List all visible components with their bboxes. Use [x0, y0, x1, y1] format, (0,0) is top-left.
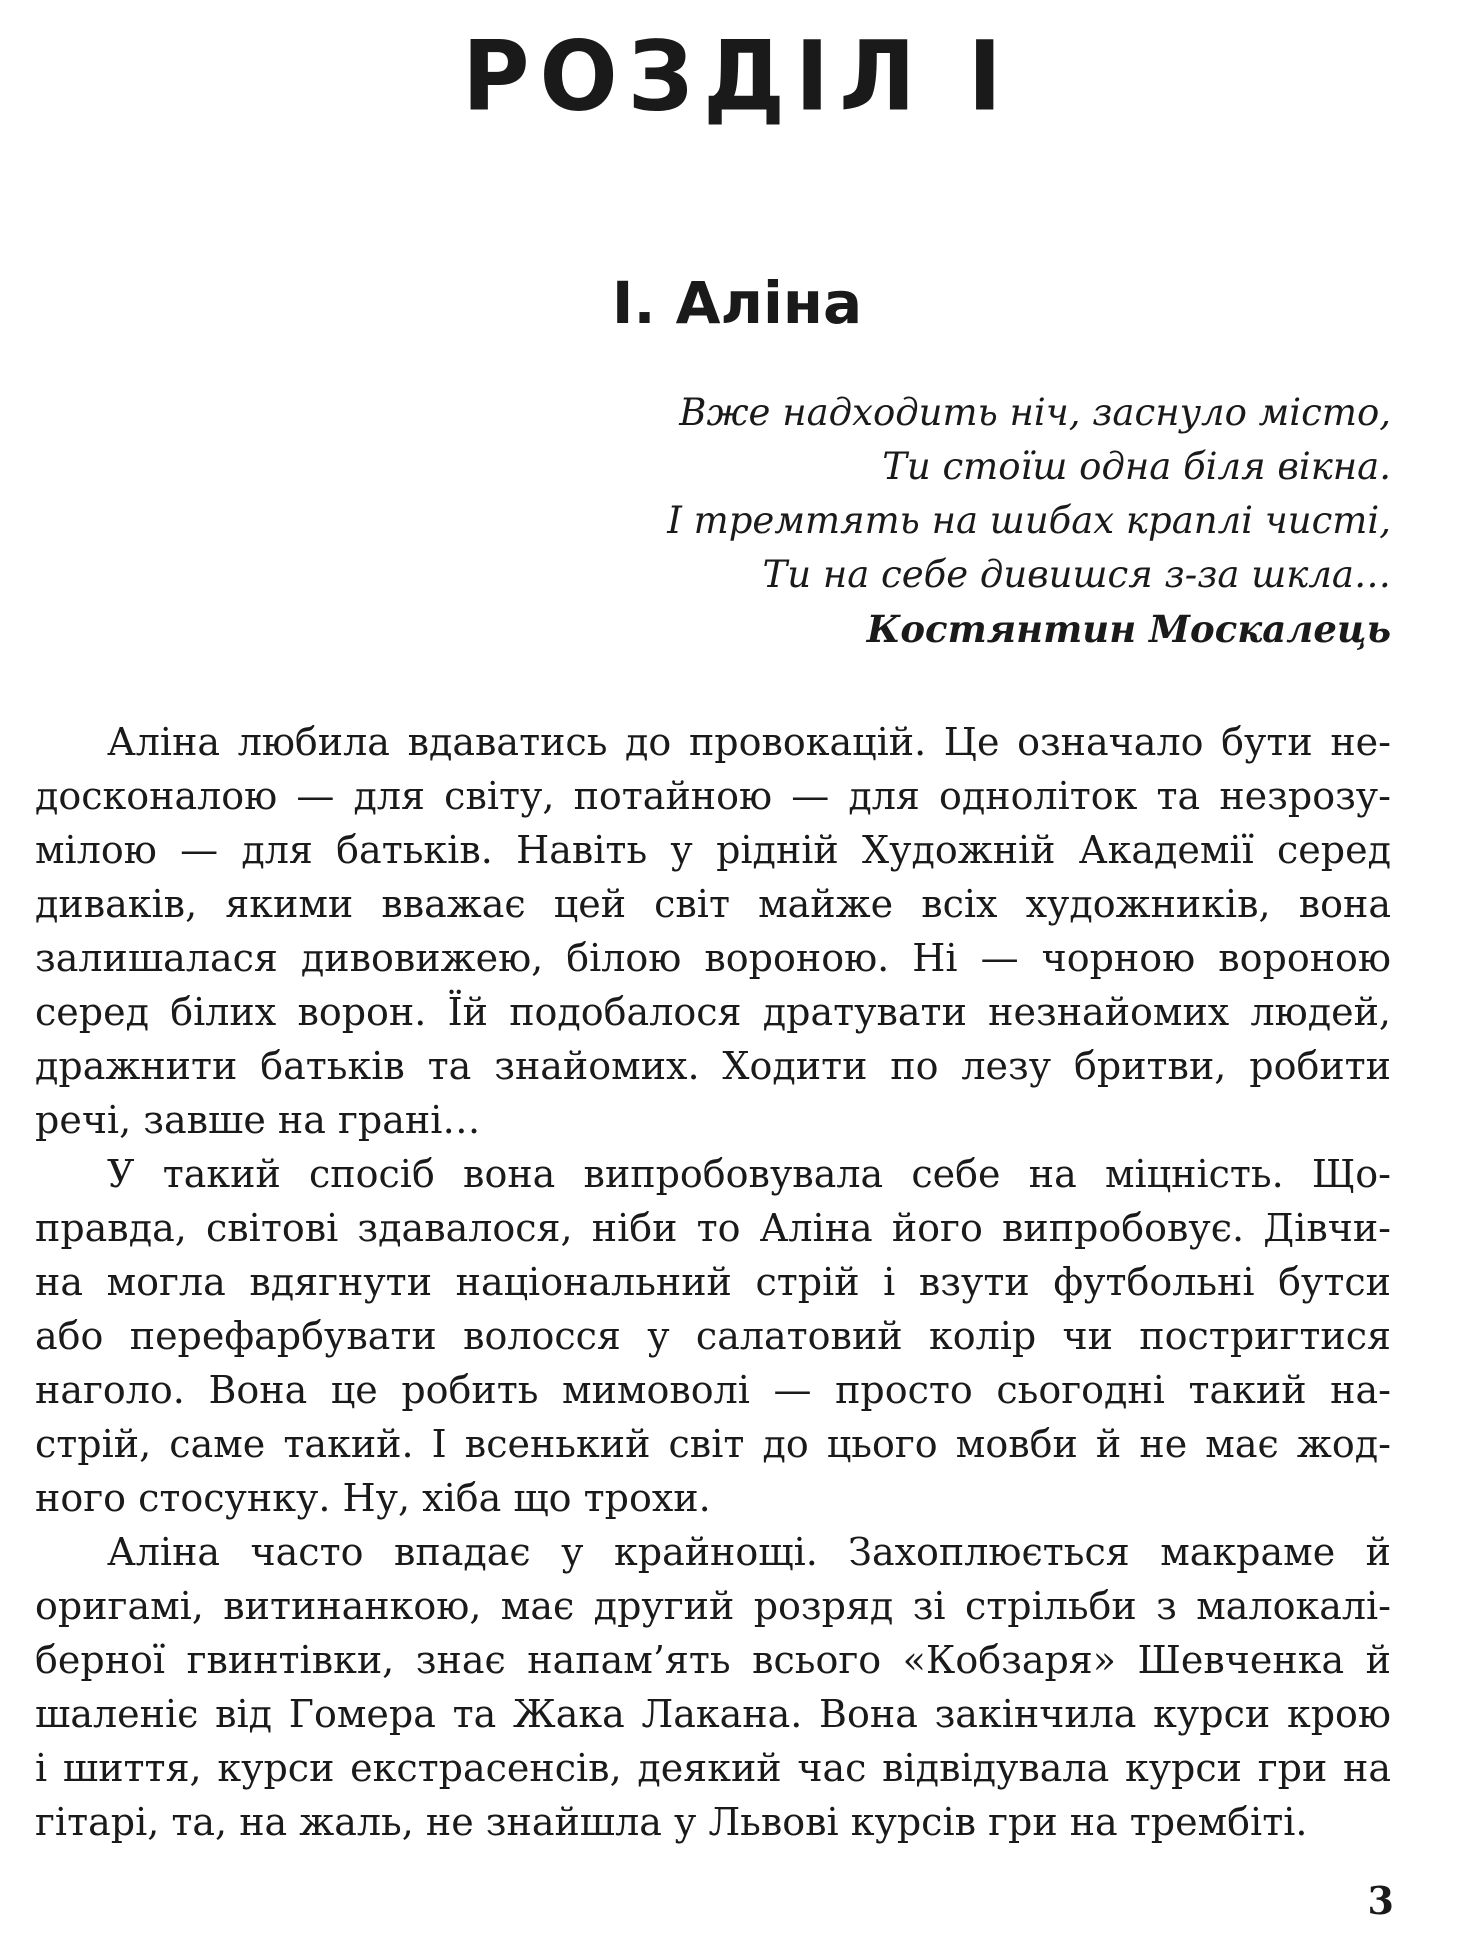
epigraph-line: Ти стоїш одна біля вікна. — [882, 445, 1391, 488]
text-line: серед білих ворон. Їй подобалося дратувати незнайомих людей, — [35, 990, 1391, 1034]
text-line: берної гвинтівки, знає напам’ять всього «Кобзаря» Шевченка й — [35, 1638, 1391, 1682]
text-line: речі, завше на грані… — [35, 1098, 481, 1142]
text-line: ного стосунку. Ну, хіба що трохи. — [35, 1476, 711, 1520]
text-line: і шиття, курси екстрасенсів, деякий час відвідувала курси гри на — [35, 1746, 1391, 1790]
text-line: Аліна любила вдаватись до провокацій. Це означало бути не- — [107, 720, 1391, 764]
epigraph-line: І тремтять на шибах краплі чисті, — [667, 499, 1391, 542]
epigraph-author: Костянтин Москалець — [866, 607, 1391, 651]
text-line: на могла вдягнути національний стрій і взути футбольні бутси — [35, 1260, 1391, 1304]
text-line: диваків, якими вважає цей світ майже всіх художників, вона — [35, 882, 1391, 926]
epigraph-line: Вже надходить ніч, заснуло місто, — [679, 391, 1391, 434]
epigraph-line: Ти на себе дивишся з-за шкла… — [762, 553, 1391, 596]
text-line: досконалою — для світу, потайною — для одноліток та незрозу- — [35, 774, 1391, 818]
text-line: мілою — для батьків. Навіть у рідній Художній Академії серед — [35, 828, 1391, 872]
text-line: Аліна часто впадає у крайнощі. Захоплюється макраме й — [107, 1530, 1391, 1574]
text-line: гітарі, та, на жаль, не знайшла у Львові курсів гри на трембіті. — [35, 1800, 1308, 1844]
text-line: наголо. Вона це робить мимоволі — просто сьогодні такий на- — [35, 1368, 1391, 1412]
chapter-title: РОЗДІЛ І — [462, 20, 1012, 133]
text-line: оригамі, витинанкою, має другий розряд зі стрільби з малокалі- — [35, 1584, 1391, 1628]
body-text — [35, 715, 1391, 1849]
text-line: залишалася дивовижею, білою вороною. Ні — чорною вороною — [35, 936, 1391, 980]
page-number: 3 — [1367, 1878, 1394, 1923]
section-title: І. Аліна — [611, 269, 863, 337]
text-line: дражнити батьків та знайомих. Ходити по лезу бритви, робити — [35, 1044, 1391, 1088]
text-line: шаленіє від Гомера та Жака Лакана. Вона закінчила курси крою — [35, 1692, 1391, 1736]
text-line: або перефарбувати волосся у салатовий колір чи постригтися — [35, 1314, 1391, 1358]
text-line: стрій, саме такий. І всенький світ до цього мовби й не має жод- — [35, 1422, 1391, 1466]
text-line: правда, світові здавалося, ніби то Аліна його випробовує. Дівчи- — [35, 1206, 1391, 1250]
epigraph — [667, 386, 1391, 656]
text-line: У такий спосіб вона випробовувала себе на міцність. Що- — [107, 1152, 1391, 1196]
